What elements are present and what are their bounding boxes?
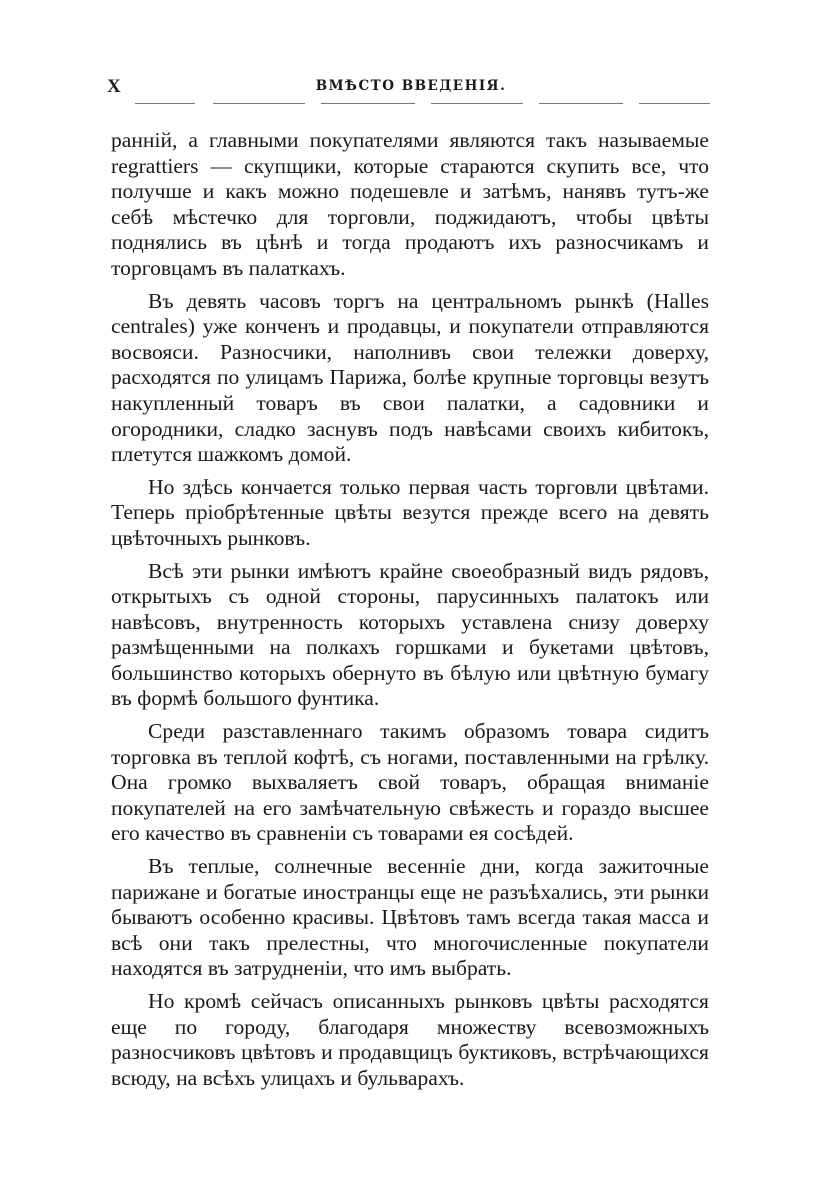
page-header (107, 76, 715, 102)
paragraph: Въ девять часовъ торгъ на центральномъ рынкѣ (Halles centrales) уже конченъ и продавцы, и покупатели отправляются восвояси. Разносчики, наполнивъ свои тележки доверху, расходятся по улицамъ Парижа, болѣе крупные торговцы везутъ накупленный товаръ въ свои палатки, а садовники и огородники, сладко заснувъ подъ навѣсами своихъ кибитокъ, плетутся шажкомъ домой. (111, 288, 709, 467)
paragraph: ранній, а главными покупателями являются такъ называемые regrattiers — скупщики, которые стараются скупить все, что получше и какъ можно подешевле и затѣмъ, нанявъ тутъ-же себѣ мѣстечко для торговли, поджидаютъ, чтобы цвѣты поднялись въ цѣнѣ и тогда продаютъ ихъ разносчикамъ и торговцамъ въ палаткахъ. (111, 128, 709, 280)
page-number: X (107, 76, 122, 97)
running-title: ВМѢСТО ВВЕДЕНІЯ. (315, 78, 507, 94)
paragraph: Среди разставленнаго такимъ образомъ товара сидитъ торговка въ теплой кофтѣ, съ ногами, поставленными на грѣлку. Она громко выхваляетъ свой товаръ, обращая вниманіе покупателей на его замѣчательную свѣжесть и гораздо высшее его качество въ сравненіи съ товарами ея сосѣдей. (111, 719, 709, 846)
paragraph: Но кромѣ сейчасъ описанныхъ рынковъ цвѣты расходятся еще по городу, благодаря множеству всевозможныхъ разносчиковъ цвѣтовъ и продавщицъ буктиковъ, встрѣчающихся всюду, на всѣхъ улицахъ и бульварахъ. (111, 989, 709, 1090)
header-rule (135, 103, 710, 105)
body-text (111, 128, 709, 1098)
paragraph: Всѣ эти рынки имѣютъ крайне своеобразный видъ рядовъ, открытыхъ съ одной стороны, парусинныхъ палатокъ или навѣсовъ, внутренность которыхъ уставлена снизу доверху размѣщенными на полкахъ горшками и букетами цвѣтовъ, большинство которыхъ обернуто въ бѣлую или цвѣтную бумагу въ формѣ большого фунтика. (111, 558, 709, 711)
paragraph: Но здѣсь кончается только первая часть торговли цвѣтами. Теперь пріобрѣтенные цвѣты везутся прежде всего на девять цвѣточныхъ рынковъ. (111, 474, 709, 550)
paragraph: Въ теплые, солнечные весенніе дни, когда зажиточные парижане и богатые иностранцы еще не разъѣхались, эти рынки бываютъ особенно красивы. Цвѣтовъ тамъ всегда такая масса и всѣ они такъ прелестны, что многочисленные покупатели находятся въ затрудненіи, что имъ выбрать. (111, 854, 709, 981)
